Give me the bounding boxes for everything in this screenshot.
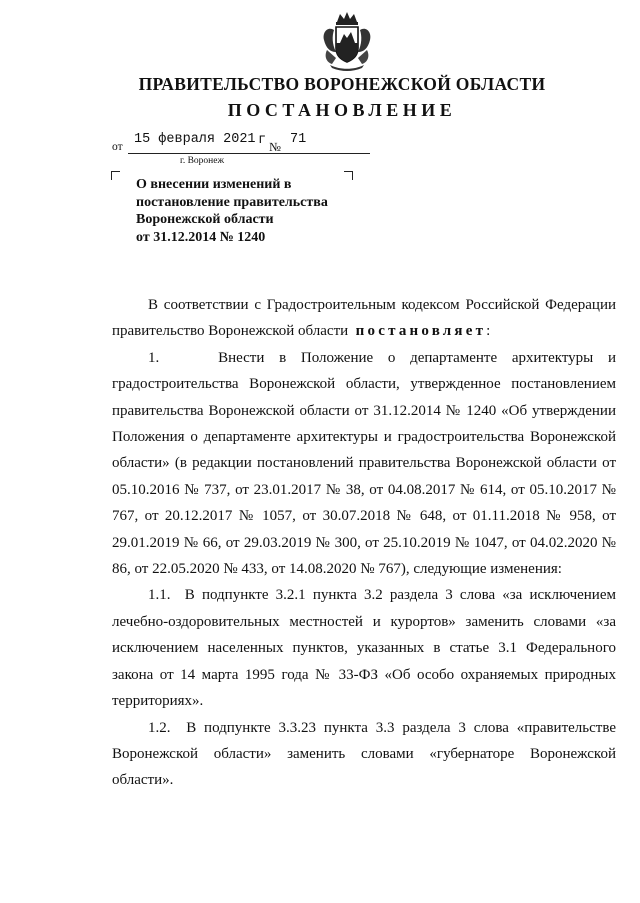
document-number: 71 — [290, 132, 307, 147]
document-body — [112, 292, 616, 794]
item-1-2-paragraph: 1.2. В подпункте 3.3.23 пункта 3.3 раздела 3 слова «правительстве Воронежской области» заменить словами «губернаторе Воронежской области». — [112, 719, 616, 789]
date-number-row — [112, 132, 362, 156]
year-suffix: г — [258, 133, 267, 148]
government-title: ПРАВИТЕЛЬСТВО ВОРОНЕЖСКОЙ ОБЛАСТИ — [138, 74, 546, 94]
item-1-paragraph: 1. Внести в Положение о департаменте архитектуры и градостроительства Воронежской области, утвержденное постановлением правительства Воронежской области от 31.12.2014 № 1240 «Об утверждении Положения о департаменте архитектуры и градостроительства Воронежской области» (в редакции постановлений правительства Воронежской области от 05.10.2016 № 737, от 23.01.2017 № 38, от 04.08.2017 № 614, от 05.10.2017 № 767, от 20.12.2017 № 1057, от 30.07.2018 № 648, от 01.11.2018 № 958, от 29.01.2019 № 66, от 29.03.2019 № 300, от 25.10.2019 № 1047, от 04.02.2020 № 86, от 22.05.2020 № 433, от 14.08.2020 № 767), следующие изменения: — [112, 349, 616, 578]
preamble-paragraph — [112, 292, 616, 345]
from-label: от — [112, 141, 123, 153]
document-date: 15 февраля 2021 — [134, 132, 256, 147]
document-type: ПОСТАНОВЛЕНИЕ — [227, 100, 457, 120]
subject-line: от 31.12.2014 № 1240 — [136, 229, 266, 245]
subject-line: О внесении изменений в — [136, 177, 292, 192]
coat-of-arms-icon — [318, 10, 376, 72]
item-1-1-paragraph: 1.1. В подпункте 3.2.1 пункта 3.2 раздела 3 слова «за исключением лечебно-оздоровительных местностей и курортов» заменить словами «за исключением населенных пунктов, указанных в статье 3.1 Федерального закона от 14 марта 1995 года № 33-ФЗ «Об особо охраняемых природных территориях». — [112, 587, 616, 710]
date-underline — [128, 153, 370, 154]
preamble-end: : — [486, 323, 491, 340]
city: г. Воронеж — [180, 156, 225, 166]
decrees-word: постановляет — [355, 323, 487, 340]
document-subject — [136, 176, 376, 246]
subject-line: постановление правительства — [136, 194, 328, 210]
preamble-text: В соответствии с Градостроительным кодексом Российской Федерации правительство Воронежской области — [112, 297, 616, 340]
number-label: № — [269, 140, 281, 154]
subject-line: Воронежской области — [136, 212, 274, 227]
subject-corner-left — [111, 171, 120, 180]
